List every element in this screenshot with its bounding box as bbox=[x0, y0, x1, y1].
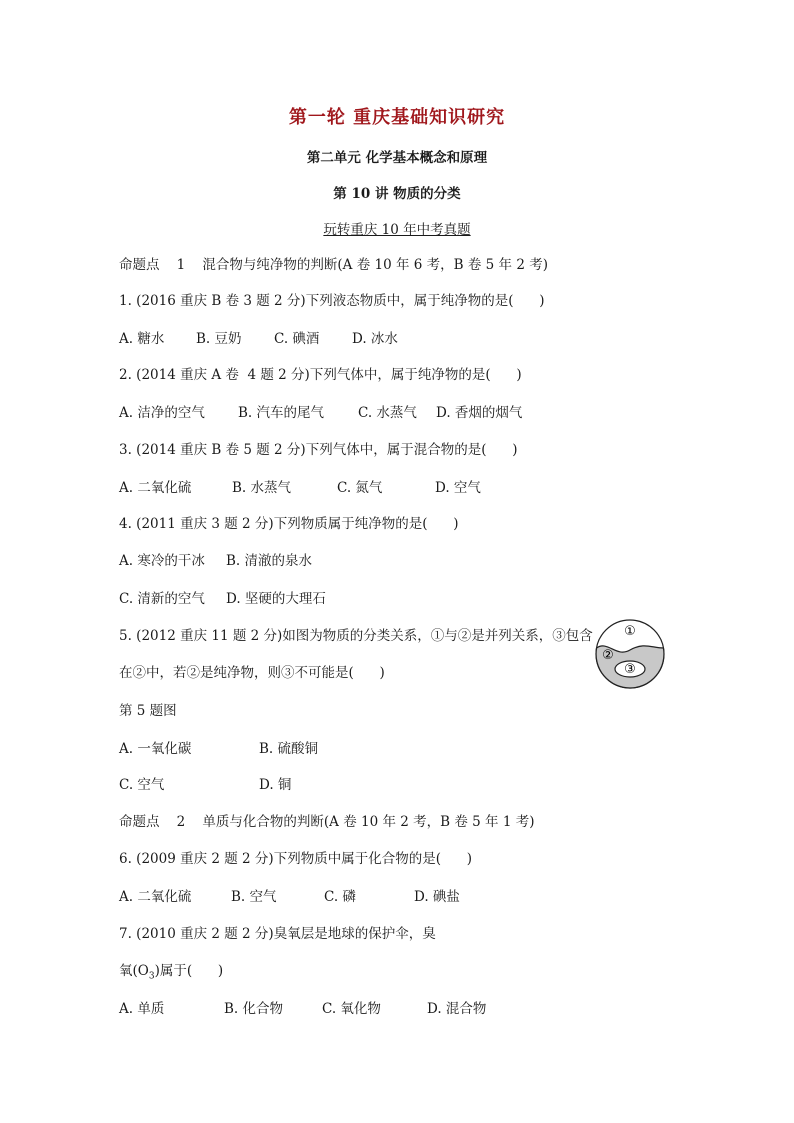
question-1-option-d: D. 冰水 bbox=[352, 331, 398, 347]
question-2-option-a: A. 洁净的空气 bbox=[119, 405, 205, 421]
question-6-option-a: A. 二氧化硫 bbox=[119, 889, 192, 905]
question-3-option-c: C. 氮气 bbox=[337, 480, 383, 496]
question-7-option-b: B. 化合物 bbox=[224, 1001, 284, 1017]
round-title: 第一轮 重庆基础知识研究 bbox=[288, 107, 506, 128]
question-7-stem-pre: 氧(O bbox=[119, 963, 149, 979]
question-7-stem-line-1: 7. (2010 重庆 2 题 2 分)臭氧层是地球的保护伞，臭 bbox=[119, 926, 436, 942]
question-7-stem-line-2 bbox=[119, 962, 223, 986]
question-4-stem: 4. (2011 重庆 3 题 2 分)下列物质属于纯净物的是( ) bbox=[119, 516, 459, 532]
question-5-option-c: C. 空气 bbox=[119, 777, 165, 793]
question-1-stem: 1. (2016 重庆 B 卷 3 题 2 分)下列液态物质中，属于纯净物的是( ) bbox=[119, 293, 545, 309]
question-2-stem: 2. (2014 重庆 A 卷 4 题 2 分)下列气体中，属于纯净物的是( ) bbox=[119, 367, 522, 383]
question-7-option-a: A. 单质 bbox=[119, 1001, 165, 1017]
question-1-option-c: C. 碘酒 bbox=[274, 331, 320, 347]
question-5-option-d: D. 铜 bbox=[259, 777, 292, 793]
question-3-option-b: B. 水蒸气 bbox=[232, 480, 292, 496]
question-6-stem: 6. (2009 重庆 2 题 2 分)下列物质中属于化合物的是( ) bbox=[119, 851, 472, 867]
question-4-option-d: D. 坚硬的大理石 bbox=[226, 591, 326, 607]
question-3-option-a: A. 二氧化硫 bbox=[119, 480, 192, 496]
topic-1-heading: 命题点 1 混合物与纯净物的判断(A 卷 10 年 6 考，B 卷 5 年 2 考) bbox=[119, 257, 548, 273]
question-2-option-d: D. 香烟的烟气 bbox=[436, 405, 523, 421]
question-4-option-b: B. 清澈的泉水 bbox=[226, 553, 313, 569]
question-1-option-a: A. 糖水 bbox=[119, 331, 165, 347]
question-5-figure-caption: 第 5 题图 bbox=[119, 703, 177, 719]
question-5-option-a: A. 一氧化碳 bbox=[119, 741, 192, 757]
question-5-stem-line-1: 5. (2012 重庆 11 题 2 分)如图为物质的分类关系，①与②是并列关系，③包含 bbox=[119, 628, 593, 644]
question-2-option-b: B. 汽车的尾气 bbox=[238, 405, 325, 421]
question-3-stem: 3. (2014 重庆 B 卷 5 题 2 分)下列气体中，属于混合物的是( ) bbox=[119, 442, 518, 458]
unit-title: 第二单元 化学基本概念和原理 bbox=[306, 150, 488, 166]
question-4-option-c: C. 清新的空气 bbox=[119, 591, 205, 607]
question-6-option-d: D. 碘盐 bbox=[414, 889, 460, 905]
question-4-option-a: A. 寒冷的干冰 bbox=[119, 553, 205, 569]
question-6-option-b: B. 空气 bbox=[231, 889, 277, 905]
question-1-option-b: B. 豆奶 bbox=[196, 331, 242, 347]
figure-label-1: ① bbox=[624, 624, 636, 639]
ozone-subscript: 3 bbox=[148, 971, 155, 982]
lecture-title: 第 10 讲 物质的分类 bbox=[333, 186, 461, 202]
question-7-stem-post: )属于( ) bbox=[154, 963, 224, 979]
question-7-option-c: C. 氧化物 bbox=[322, 1001, 381, 1017]
question-6-option-c: C. 磷 bbox=[324, 889, 356, 905]
topic-2-heading: 命题点 2 单质与化合物的判断(A 卷 10 年 2 考，B 卷 5 年 1 考) bbox=[119, 814, 535, 830]
question-5-stem-line-2: 在②中，若②是纯净物，则③不可能是( ) bbox=[119, 665, 385, 681]
question-7-option-d: D. 混合物 bbox=[427, 1001, 487, 1017]
figure-label-2: ② bbox=[602, 648, 614, 663]
classification-diagram bbox=[594, 618, 666, 690]
question-2-option-c: C. 水蒸气 bbox=[358, 405, 417, 421]
question-5-option-b: B. 硫酸铜 bbox=[259, 741, 319, 757]
figure-label-3: ③ bbox=[624, 662, 636, 677]
section-title: 玩转重庆 10 年中考真题 bbox=[323, 222, 471, 238]
question-3-option-d: D. 空气 bbox=[435, 480, 481, 496]
